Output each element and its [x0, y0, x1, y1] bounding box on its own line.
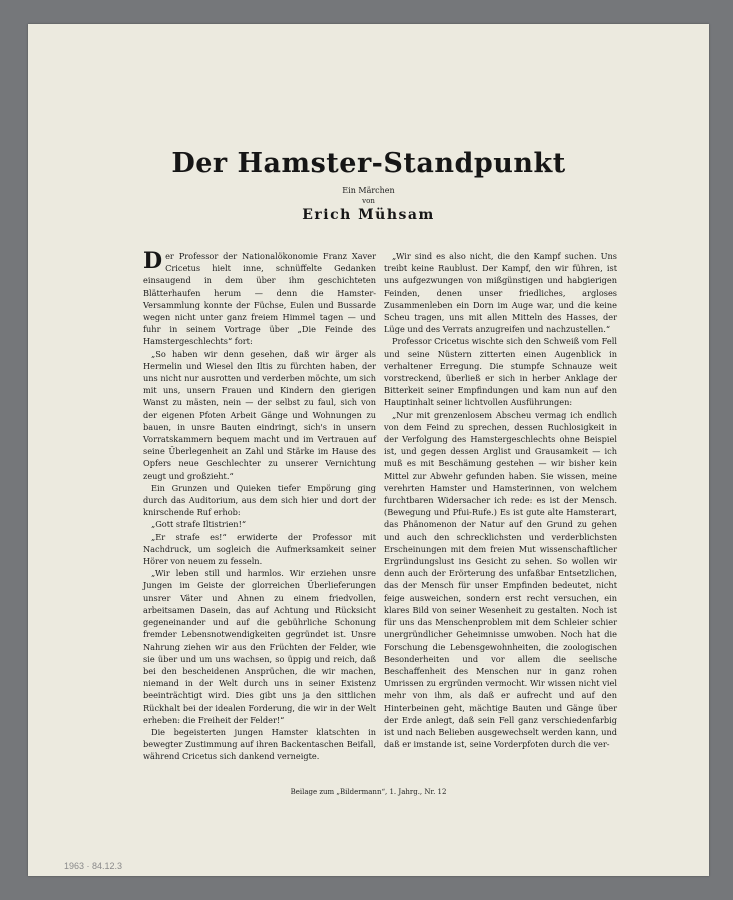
document-title: Der Hamster-Standpunkt	[171, 148, 566, 179]
paragraph: Professor Cricetus wischte sich den Schweiß vom Fell und seine Nüstern zitterten einen Augenblick in verhaltener Erregung. Die stumpfe Schnauze weit vorstreckend, überließ er sich in herber Anklage der Bitterkeit seiner Empfindungen und kam nun auf den Hauptinhalt seiner lichtvollen Ausführungen:	[384, 336, 617, 408]
author-name: Erich Mühsam	[302, 207, 435, 223]
byline-von: von	[362, 197, 375, 205]
text-column-left	[143, 250, 376, 763]
document-sheet	[28, 24, 709, 876]
drop-cap: D	[143, 248, 163, 274]
paragraph: Die begeisterten jungen Hamster klatschten in bewegter Zustimmung auf ihren Backentaschen Beifall, während Cricetus sich dankend verneigte.	[143, 726, 376, 762]
paragraph: „Nur mit grenzenlosem Abscheu vermag ich endlich von dem Feind zu sprechen, dessen Ruchlosigkeit in der Verfolgung des Hamstergeschlechts ohne Beispiel ist, und gegen dessen Arglist und Grausamkeit — ich muß es mit Beschämung gestehen — wir bisher kein Mittel zur Abwehr gefunden haben. Sie wissen, meine verehrten Hamster und Hamsterinnen, von welchem furchtbaren Widersacher ich rede: es ist der Mensch. (Bewegung und Pfui-Rufe.) Es ist gute alte Hamsterart, das Phänomenon der Natur auf den Grund zu gehen und auch den schrecklichsten und verderblichsten Erscheinungen mit dem freien Mut wissenschaftlicher Ergründungslust ins Gesicht zu sehen. So wollen wir denn auch der Erörterung des unfaßbar Entsetzlichen, das der Mensch für unser Empfinden bedeutet, nicht feige ausweichen, sondern erst recht versuchen, ein klares Bild von seiner Wesenheit zu gestalten. Noch ist für uns das Menschenproblem mit dem Schleier schier unergründlicher Geheimnisse umwoben. Noch hat die Forschung die Lebensgewohnheiten, die zoologischen Besonderheiten und vor allem die seelische Beschaffenheit des Menschen nur in ganz rohen Umrissen zu ergründen vermocht. Wir wissen nicht viel mehr von ihm, als daß er aufrecht und auf den Hinterbeinen geht, mächtige Bauten und Gänge über der Erde anlegt, daß sein Fell ganz verschiedenfarbig ist und nach Belieben ausgewechselt werden kann, und daß er imstande ist, seine Vorderpfoten durch die ver-	[384, 409, 617, 750]
paragraph: „Er strafe es!“ erwiderte der Professor mit Nachdruck, um sogleich die Aufmerksamkeit seiner Hörer von neuem zu fesseln.	[143, 531, 376, 567]
accession-number: 1963 · 84.12.3	[64, 861, 123, 871]
paragraph: „Wir sind es also nicht, die den Kampf suchen. Uns treibt keine Raublust. Der Kampf, den wir führen, ist uns aufgezwungen von mißgünstigen und habgierigen Feinden, denen unser friedliches, argloses Zusammenleben ein Dorn im Auge war, und die keine Scheu tragen, uns mit allen Mitteln des Hasses, der Lüge und des Verrats anzugreifen und nachzustellen.“	[384, 251, 617, 335]
paragraph-text: er Professor der Nationalökonomie Franz Xaver Cricetus hielt inne, schnüffelte Gedanken einsaugend in dem über ihm geschichteten Blätterhaufen herum — denn die Hamster-Versammlung konnte der Füchse, Eulen und Bussarde wegen nicht unter ganz freiem Himmel tagen — und fuhr in seinem Vortrage über „Die Feinde des Hamstergeschlechts“ fort:	[143, 251, 376, 347]
text-column-right	[384, 250, 617, 750]
paragraph: Ein Grunzen und Quieken tiefer Empörung ging durch das Auditorium, aus dem sich hier und dort der knirschende Ruf erhob:	[143, 482, 376, 518]
paragraph: „So haben wir denn gesehen, daß wir ärger als Hermelin und Wiesel den Iltis zu fürchten haben, der uns nicht nur ausrotten und verderben möchte, um sich mit uns, unsern Frauen und Kindern den gierigen Wanst zu mästen, nein — der selbst zu faul, sich von der eigenen Pfoten Arbeit Gänge und Wohnungen zu bauen, in unsre Bauten eindringt, sich's in unsern Vorratskammern bequem macht und im Vertrauen auf seine Überlegenheit an Zahl und Stärke im Hause des Opfers neue Geschlechter zu unserer Vernichtung zeugt und großzieht.“	[143, 348, 376, 481]
paragraph: „Gott strafe Iltistrien!“	[151, 519, 247, 530]
document-subtitle: Ein Märchen	[342, 186, 395, 195]
page-footer: Beilage zum „Bildermann“, 1. Jahrg., Nr. 12	[290, 788, 447, 796]
paragraph: „Wir leben still und harmlos. Wir erziehen unsre Jungen im Geiste der glorreichen Überlieferungen unsrer Väter und Ahnen zu einem friedvollen, arbeitsamen Dasein, das auf Achtung und Rücksicht gegeneinander und auf die gebührliche Schonung fremder Lebensnotwendigkeiten gegründet ist. Unsre Nahrung ziehen wir aus den Früchten der Felder, wie sie über und um uns wachsen, so üppig und reich, daß bei den bescheidenen Ansprüchen, die wir machen, niemand in der Welt durch uns in seiner Existenz beeinträchtigt wird. Dies gibt uns ja den sittlichen Rückhalt bei der idealen Forderung, die wir in der Welt erheben: die Freiheit der Felder!“	[143, 568, 376, 725]
paragraph	[143, 250, 376, 348]
